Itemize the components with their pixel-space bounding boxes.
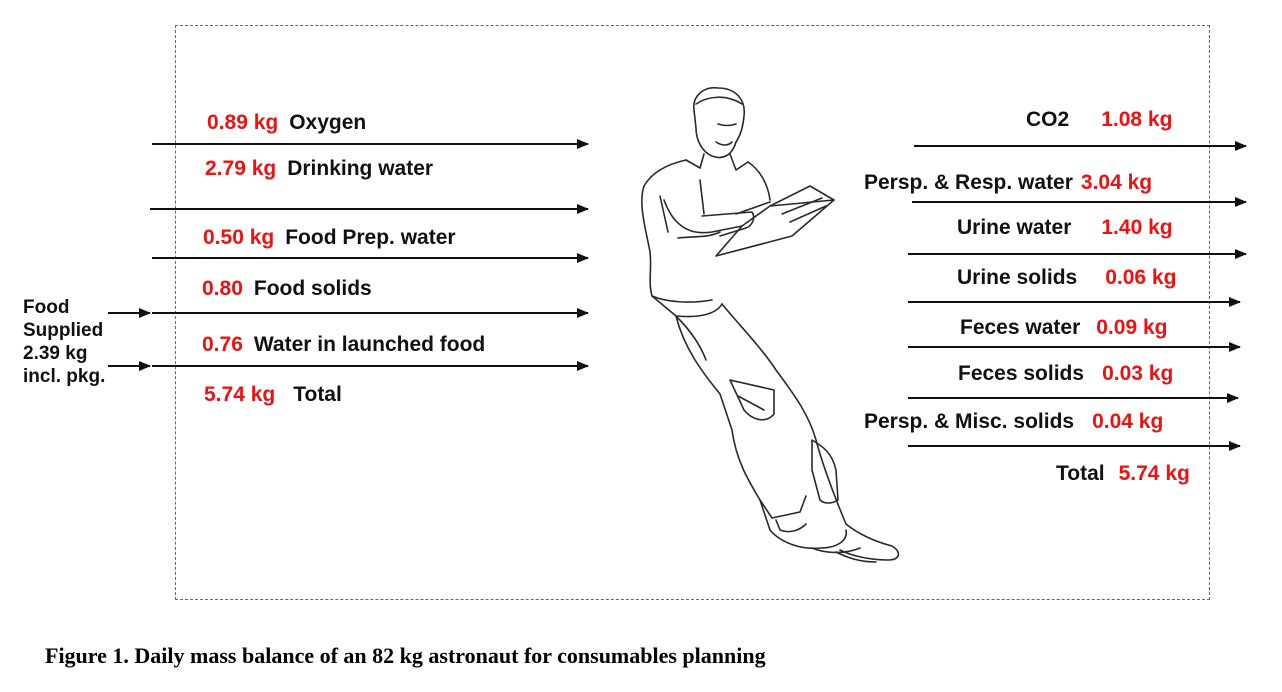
output-label: CO2: [1026, 108, 1070, 131]
output-label: Feces solids: [958, 362, 1085, 385]
input-item-drinking-water: [205, 157, 433, 181]
input-total-label: Total: [293, 383, 342, 406]
input-item-food-solids: [202, 277, 372, 301]
input-value: 0.80: [202, 277, 243, 300]
astronaut-illustration: [642, 88, 899, 562]
input-value: 0.76: [202, 333, 243, 356]
output-item-persp-misc-solids: [864, 410, 1163, 434]
output-item-feces-water: [960, 316, 1167, 340]
output-item-urine-water: [957, 216, 1173, 240]
food-supplied-line: Food: [23, 297, 70, 318]
output-label: Urine water: [957, 216, 1072, 239]
output-label: Urine solids: [957, 266, 1078, 289]
input-label: Drinking water: [287, 157, 434, 180]
output-value: 0.04 kg: [1092, 410, 1164, 433]
input-label: Water in launched food: [253, 333, 486, 356]
input-total: [204, 383, 342, 407]
output-value: 0.06 kg: [1105, 266, 1177, 289]
input-item-oxygen: [207, 111, 366, 135]
output-label: Feces water: [960, 316, 1081, 339]
input-value: 0.89 kg: [207, 111, 279, 134]
output-item-urine-solids: [957, 266, 1176, 290]
food-supplied-line: Supplied: [23, 320, 104, 341]
input-label: Oxygen: [289, 111, 367, 134]
output-item-persp-resp-water: [864, 171, 1152, 195]
input-value: 0.50 kg: [203, 226, 275, 249]
food-supplied-line: incl. pkg.: [23, 366, 106, 387]
input-label: Food solids: [253, 277, 372, 300]
food-supplied-label: [23, 296, 105, 388]
output-total: [1056, 462, 1190, 486]
food-supplied-line: 2.39 kg: [23, 343, 88, 364]
output-value: 1.08 kg: [1101, 108, 1173, 131]
output-label: Persp. & Misc. solids: [864, 410, 1075, 433]
input-item-water-in-launched-food: [202, 333, 485, 357]
output-value: 0.09 kg: [1096, 316, 1168, 339]
output-value: 1.40 kg: [1101, 216, 1173, 239]
output-value: 3.04 kg: [1080, 171, 1153, 194]
output-total-value: 5.74 kg: [1118, 462, 1190, 485]
figure-caption: Figure 1. Daily mass balance of an 82 kg astronaut for consumables planning: [45, 643, 766, 668]
input-value: 2.79 kg: [205, 157, 277, 180]
input-label: Food Prep. water: [285, 226, 456, 249]
output-total-label: Total: [1056, 462, 1105, 485]
output-label: Persp. & Resp. water: [864, 171, 1073, 194]
output-item-co2: [1026, 108, 1172, 132]
output-item-feces-solids: [958, 362, 1173, 386]
input-total-value: 5.74 kg: [204, 383, 276, 406]
input-item-food-prep-water: [203, 226, 456, 250]
output-value: 0.03 kg: [1102, 362, 1174, 385]
